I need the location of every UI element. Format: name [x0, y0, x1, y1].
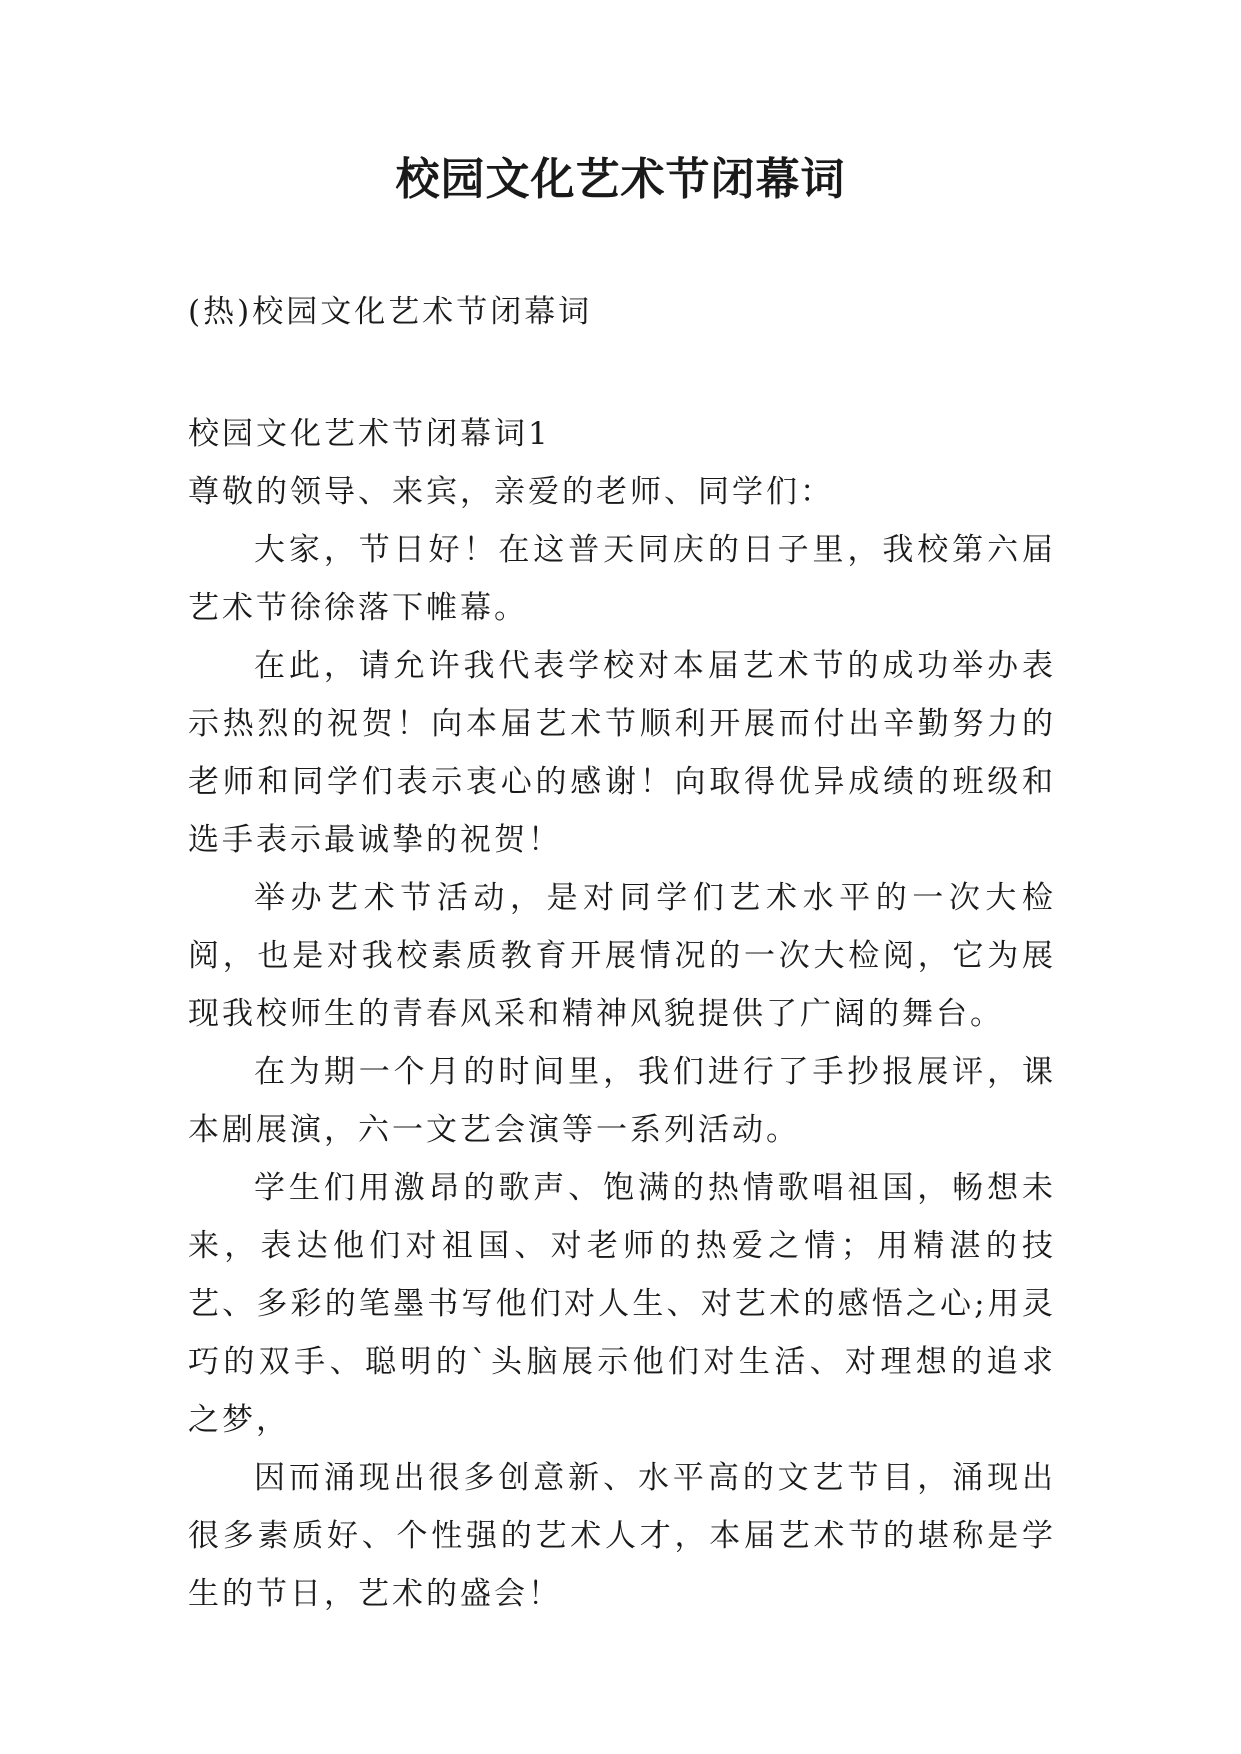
- salutation: 尊敬的领导、来宾，亲爱的老师、同学们：: [188, 474, 834, 510]
- document-title: 校园文化艺术节闭幕词: [395, 154, 846, 205]
- document-body: [188, 405, 1056, 1623]
- paragraph: 举办艺术节活动，是对同学们艺术水平的一次大检阅，也是对我校素质教育开展情况的一次大检阅，它为展现我校师生的青春风采和精神风貌提供了广阔的舞台。: [188, 880, 1056, 1032]
- document-subtitle: (热)校园文化艺术节闭幕词: [188, 294, 593, 330]
- paragraph: 因而涌现出很多创意新、水平高的文艺节目，涌现出很多素质好、个性强的艺术人才，本届艺术节的堪称是学生的节日，艺术的盛会！: [188, 1460, 1056, 1612]
- paragraph: 大家，节日好！在这普天同庆的日子里，我校第六届艺术节徐徐落下帷幕。: [188, 532, 1056, 626]
- section-heading: 校园文化艺术节闭幕词1: [188, 416, 551, 452]
- paragraph: 学生们用激昂的歌声、饱满的热情歌唱祖国，畅想未来，表达他们对祖国、对老师的热爱之情；用精湛的技艺、多彩的笔墨书写他们对人生、对艺术的感悟之心;用灵巧的双手、聪明的`头脑展示他们对生活、对理想的追求之梦，: [188, 1170, 1056, 1438]
- paragraph: 在为期一个月的时间里，我们进行了手抄报展评，课本剧展演，六一文艺会演等一系列活动。: [188, 1054, 1056, 1148]
- paragraph: 在此，请允许我代表学校对本届艺术节的成功举办表示热烈的祝贺！向本届艺术节顺利开展而付出辛勤努力的老师和同学们表示衷心的感谢！向取得优异成绩的班级和选手表示最诚挚的祝贺！: [188, 648, 1056, 858]
